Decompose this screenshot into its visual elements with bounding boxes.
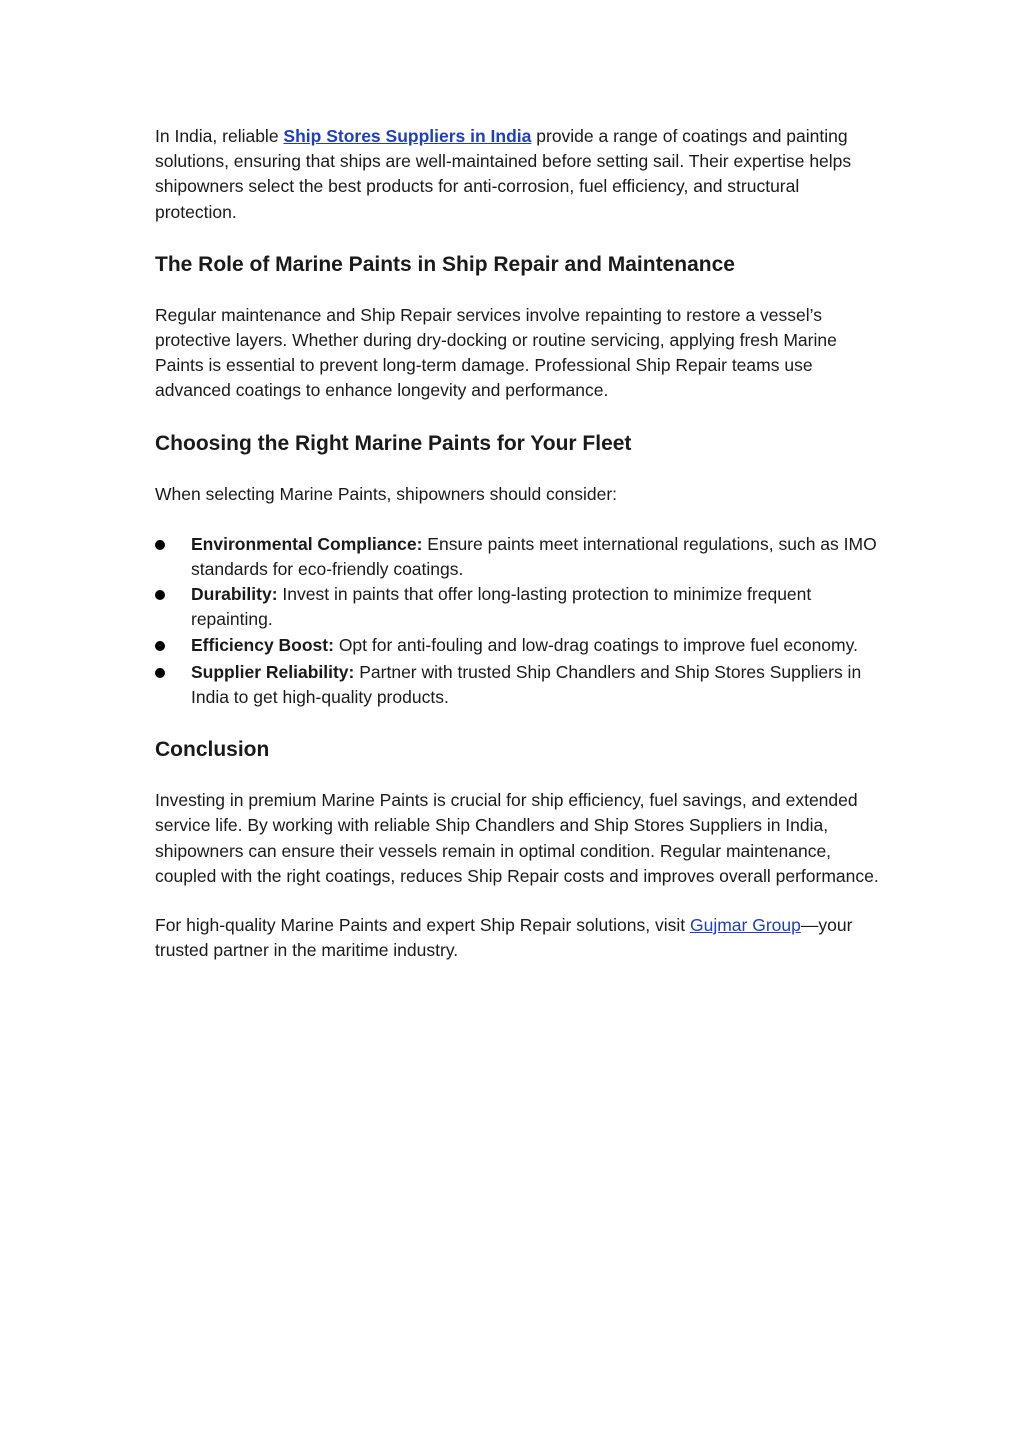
ship-stores-suppliers-link[interactable]: Ship Stores Suppliers in India (283, 126, 532, 146)
bullet-icon (155, 641, 165, 651)
document-page (155, 124, 880, 963)
list-item-term: Supplier Reliability: (191, 661, 355, 682)
list-item (155, 633, 880, 658)
list-item (155, 532, 880, 582)
conclusion-paragraph: Investing in premium Marine Paints is crucial for ship efficiency, fuel savings, and extended service life. By working with reliable Ship Chandlers and Ship Stores Suppliers in India, shipowners can ensure their vessels remain in optimal condition. Regular maintenance, coupled with the right coatings, reduces Ship Repair costs and improves overall performance. (155, 790, 879, 886)
gujmar-group-link[interactable]: Gujmar Group (689, 915, 801, 936)
choosing-heading: Choosing the Right Marine Paints for Your Fleet (155, 431, 632, 455)
intro-prefix: In India, reliable (155, 126, 284, 146)
role-heading: The Role of Marine Paints in Ship Repair and Maintenance (155, 252, 735, 276)
list-item-text: Ensure paints meet international regulations, such as IMO standards for eco-friendly coatings. (191, 533, 877, 580)
bullet-icon (155, 540, 165, 550)
choosing-lead: When selecting Marine Paints, shipowners should consider: (155, 483, 618, 504)
intro-suffix: provide a range of coatings and painting solutions, ensuring that ships are well-maintained before setting sail. Their expertise helps shipowners select the best products for anti-corrosion, fuel efficiency, and structural protection. (155, 126, 852, 222)
list-item (155, 660, 880, 710)
intro-paragraph (155, 124, 880, 225)
role-paragraph: Regular maintenance and Ship Repair services involve repainting to restore a vessel’s protective layers. Whether during dry-docking or routine servicing, applying fresh Marine Paints is essential to prevent long-term damage. Professional Ship Repair teams use advanced coatings to enhance longevity and performance. (155, 304, 837, 401)
bullet-icon (155, 590, 165, 600)
list-item-text: Opt for anti-fouling and low-drag coatings to improve fuel economy. (333, 634, 858, 655)
list-item-term: Environmental Compliance: (191, 533, 423, 554)
conclusion-heading: Conclusion (155, 738, 270, 762)
considerations-list (155, 532, 880, 710)
bullet-icon (155, 668, 165, 678)
closing-suffix: —your trusted partner in the maritime industry. (155, 915, 853, 961)
list-item-text: Partner with trusted Ship Chandlers and Ship Stores Suppliers in India to get high-quality products. (191, 661, 862, 708)
list-item-text: Invest in paints that offer long-lasting protection to minimize frequent repainting. (191, 584, 812, 630)
closing-prefix: For high-quality Marine Paints and expert Ship Repair solutions, visit (155, 915, 690, 936)
closing-paragraph (155, 913, 880, 963)
list-item-term: Efficiency Boost: (191, 634, 334, 655)
list-item (155, 582, 880, 632)
list-item-term: Durability: (191, 584, 278, 605)
